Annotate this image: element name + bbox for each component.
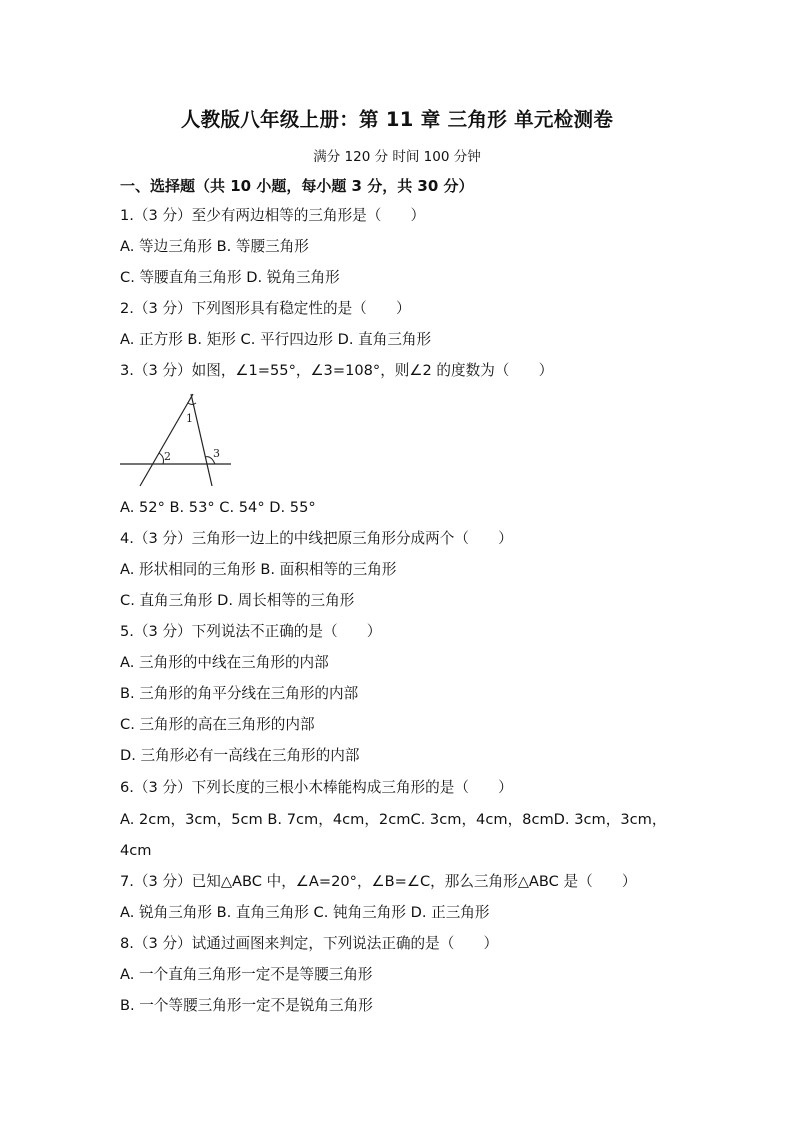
question-8-option-b: B. 一个等腰三角形一定不是锐角三角形 (120, 997, 373, 1014)
figure-right-line (191, 394, 212, 486)
question-2-options: A. 正方形 B. 矩形 C. 平行四边形 D. 直角三角形 (120, 331, 432, 348)
question-2: 2.（3 分）下列图形具有稳定性的是（ ） (120, 300, 411, 317)
angle-2-label: 2 (164, 450, 171, 463)
angle-1-arc (188, 403, 196, 405)
question-5: 5.（3 分）下列说法不正确的是（ ） (120, 623, 382, 640)
question-8-option-a: A. 一个直角三角形一定不是等腰三角形 (120, 966, 373, 983)
question-3-options: A. 52° B. 53° C. 54° D. 55° (120, 499, 316, 516)
question-5-option-b: B. 三角形的角平分线在三角形的内部 (120, 685, 359, 702)
question-4-options-cd: C. 直角三角形 D. 周长相等的三角形 (120, 592, 355, 609)
question-6: 6.（3 分）下列长度的三根小木棒能构成三角形的是（ ） (120, 779, 513, 796)
question-4-options-ab: A. 形状相同的三角形 B. 面积相等的三角形 (120, 561, 397, 578)
question-3: 3.（3 分）如图，∠1=55°，∠3=108°，则∠2 的度数为（ ） (120, 362, 554, 379)
question-7-options: A. 锐角三角形 B. 直角三角形 C. 钝角三角形 D. 正三角形 (120, 904, 490, 921)
angle-3-label: 3 (213, 447, 220, 460)
section-heading: 一、选择题（共 10 小题，每小题 3 分，共 30 分） (120, 177, 474, 195)
question-7: 7.（3 分）已知△ABC 中，∠A=20°，∠B=∠C，那么三角形△ABC 是（ ） (120, 873, 637, 890)
question-4: 4.（3 分）三角形一边上的中线把原三角形分成两个（ ） (120, 530, 513, 547)
triangle-figure (118, 390, 234, 490)
angle-1-label: 1 (186, 412, 193, 425)
question-5-option-a: A. 三角形的中线在三角形的内部 (120, 654, 329, 671)
figure-left-line (140, 394, 193, 486)
angle-2-arc (159, 453, 164, 464)
page-title: 人教版八年级上册：第 11 章 三角形 单元检测卷 (180, 108, 614, 131)
question-6-options-wrap: 4cm (120, 842, 152, 859)
question-6-options: A. 2cm，3cm，5cm B. 7cm，4cm，2cmC. 3cm，4cm，8cmD. 3cm，3cm， (120, 811, 667, 828)
question-1: 1.（3 分）至少有两边相等的三角形是（ ） (120, 207, 426, 224)
question-8: 8.（3 分）试通过画图来判定，下列说法正确的是（ ） (120, 935, 499, 952)
question-5-option-d: D. 三角形必有一高线在三角形的内部 (120, 747, 360, 764)
question-1-options-cd: C. 等腰直角三角形 D. 锐角三角形 (120, 269, 340, 286)
question-1-options-ab: A. 等边三角形 B. 等腰三角形 (120, 238, 309, 255)
question-5-option-c: C. 三角形的高在三角形的内部 (120, 716, 315, 733)
page-subtitle: 满分 120 分 时间 100 分钟 (313, 149, 481, 165)
